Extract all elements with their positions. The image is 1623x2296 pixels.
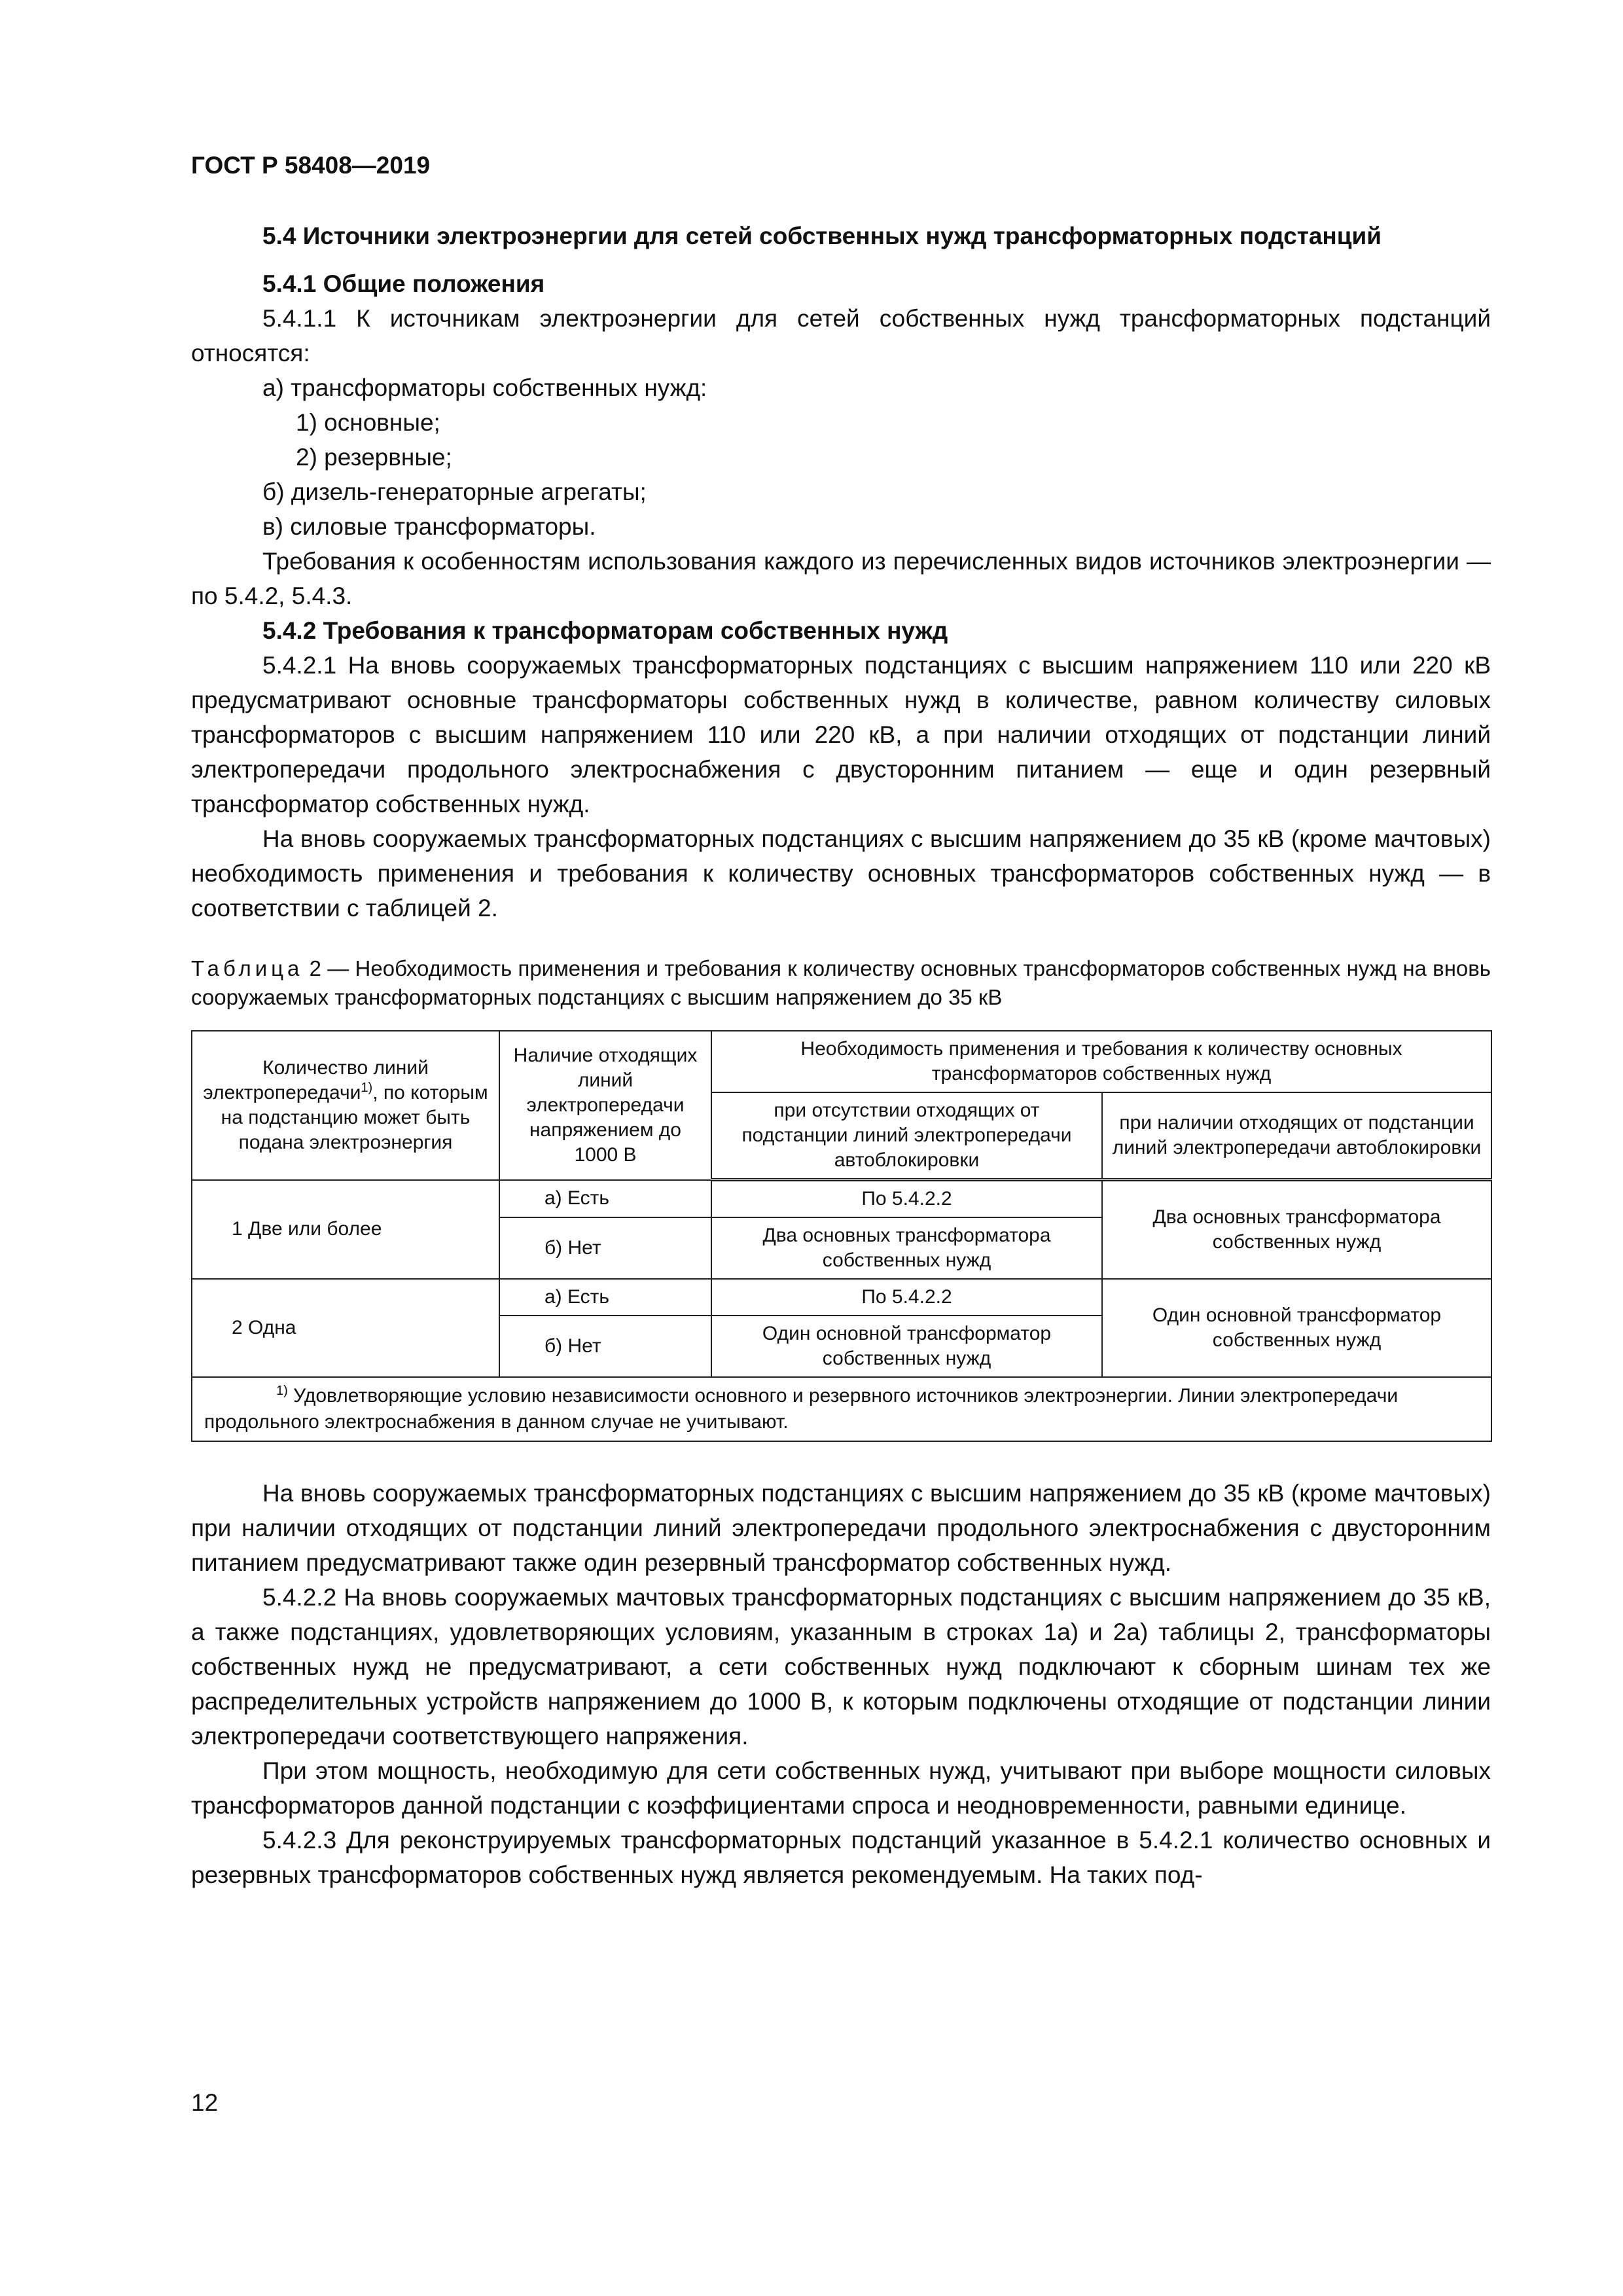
footnote-text: Удовлетворяющие условию независимости основного и резервного источников электроэнергии. Линии электропередачи продольного электроснабжения в данном случае не учитывают. (204, 1385, 1399, 1433)
table-cell-availability: б) Нет (499, 1217, 711, 1279)
table-footnote (192, 1377, 1491, 1441)
subsection-title-general: 5.4.1 Общие положения (262, 270, 545, 297)
list-item-a: а) трансформаторы собственных нужд: (262, 374, 707, 401)
table-cell-value: По 5.4.2.2 (711, 1180, 1102, 1218)
table-row (192, 1180, 1491, 1218)
paragraph-power: При этом мощность, необходимую для сети собственных нужд, учитывают при выборе мощности силовых трансформаторов данной подстанции с коэффициентами спроса и неодновременности, равными единице. (191, 1757, 1491, 1819)
list-item-v: в) силовые трансформаторы. (262, 513, 596, 540)
paragraph-5-4-1-1: 5.4.1.1 К источникам электроэнергии для сетей собственных нужд трансформаторных подстанций относятся: (191, 305, 1491, 367)
list-item-a2: 2) резервные; (296, 444, 452, 471)
table-cell-value: Два основных трансформатора собственных нужд (711, 1217, 1102, 1279)
paragraph-35kv: На вновь сооружаемых трансформаторных подстанциях с высшим напряжением до 35 кВ (кроме мачтовых) необходимость применения и требования к количеству основных трансформаторов собственных нужд — в соответствии с таблицей 2. (191, 825, 1491, 922)
paragraph-reserve: На вновь сооружаемых трансформаторных подстанциях с высшим напряжением до 35 кВ (кроме мачтовых) при наличии отходящих от подстанции линий электропередачи продольного электроснабжения с двусторонним питанием предусматривают также один резервный трансформатор собственных нужд. (191, 1480, 1491, 1576)
paragraph-requirements: Требования к особенностям использования каждого из перечисленных видов источников электроэнергии — по 5.4.2, 5.4.3. (191, 548, 1491, 609)
table-header-lines-count: Количество линий электропередачи$^{1)}$, по которым на подстанцию может быть подана электроэнергия (192, 1031, 499, 1180)
document-header: ГОСТ Р 58408—2019 (191, 152, 431, 179)
table-cell-availability: а) Есть (499, 1180, 711, 1218)
paragraph-5-4-2-2: 5.4.2.2 На вновь сооружаемых мачтовых трансформаторных подстанциях с высшим напряжением до 35 кВ, а также подстанциях, удовлетворяющих условиям, указанным в строках 1а) и 2а) таблицы 2, трансформаторы собственных нужд не предусматривают, а сети собственных нужд подключают к сборным шинам тех же распределительных устройств напряжением до 1000 В, к которым подключены отходящие от подстанции линии электропередачи соответствующего напряжения. (191, 1584, 1491, 1749)
footnote-mark: 1) (276, 1384, 288, 1398)
table-cell-value: Один основной трансформатор собственных нужд (711, 1316, 1102, 1377)
table-header-with-autoblocking: при наличии отходящих от подстанции линий электропередачи автоблокировки (1102, 1092, 1491, 1180)
table-cell-availability: б) Нет (499, 1316, 711, 1377)
list-item-b: б) дизель-генераторные агрегаты; (262, 478, 647, 505)
table-caption-text: 2 — Необходимость применения и требования к количеству основных трансформаторов собственных нужд на вновь сооружаемых трансформаторных подстанциях с высшим напряжением до 35 кВ (191, 956, 1491, 1009)
table-cell-value: По 5.4.2.2 (711, 1279, 1102, 1316)
table-cell-value: Два основных трансформатора собственных нужд (1102, 1180, 1491, 1280)
table-caption-label: Таблица (191, 956, 304, 980)
table-2 (191, 1030, 1492, 1442)
page-number: 12 (191, 2089, 219, 2116)
list-item-a1: 1) основные; (296, 409, 440, 436)
table-row (192, 1279, 1491, 1316)
table-header-without-autoblocking: при отсутствии отходящих от подстанции линий электропередачи автоблокировки (711, 1092, 1102, 1180)
table-caption (191, 954, 1491, 1012)
table-cell-value: Один основной трансформатор собственных нужд (1102, 1279, 1491, 1377)
document-body (191, 219, 1491, 1892)
table-row-label: 2 Одна (192, 1279, 499, 1377)
paragraph-5-4-2-1: 5.4.2.1 На вновь сооружаемых трансформаторных подстанциях с высшим напряжением 110 или 220 кВ предусматривают основные трансформаторы собственных нужд в количестве, равном количеству силовых трансформаторов с высшим напряжением 110 или 220 кВ, а при наличии отходящих от подстанции линий электропередачи продольного электроснабжения с двусторонним питанием — еще и один резервный трансформатор собственных нужд. (191, 652, 1491, 817)
table-cell-availability: а) Есть (499, 1279, 711, 1316)
paragraph-5-4-2-3: 5.4.2.3 Для реконструируемых трансформаторных подстанций указанное в 5.4.2.1 количество основных и резервных трансформаторов собственных нужд является рекомендуемым. На таких под- (191, 1827, 1491, 1888)
table-row-label: 1 Две или более (192, 1180, 499, 1280)
subsection-title-transformers: 5.4.2 Требования к трансформаторам собственных нужд (262, 617, 948, 644)
table-header-outgoing-lines: Наличие отходящих линий электропередачи напряжением до 1000 В (499, 1031, 711, 1180)
table-header-requirements: Необходимость применения и требования к количеству основных трансформаторов собственных нужд (711, 1031, 1491, 1092)
section-title: 5.4 Источники электроэнергии для сетей собственных нужд трансформаторных подстанций (262, 223, 1382, 249)
